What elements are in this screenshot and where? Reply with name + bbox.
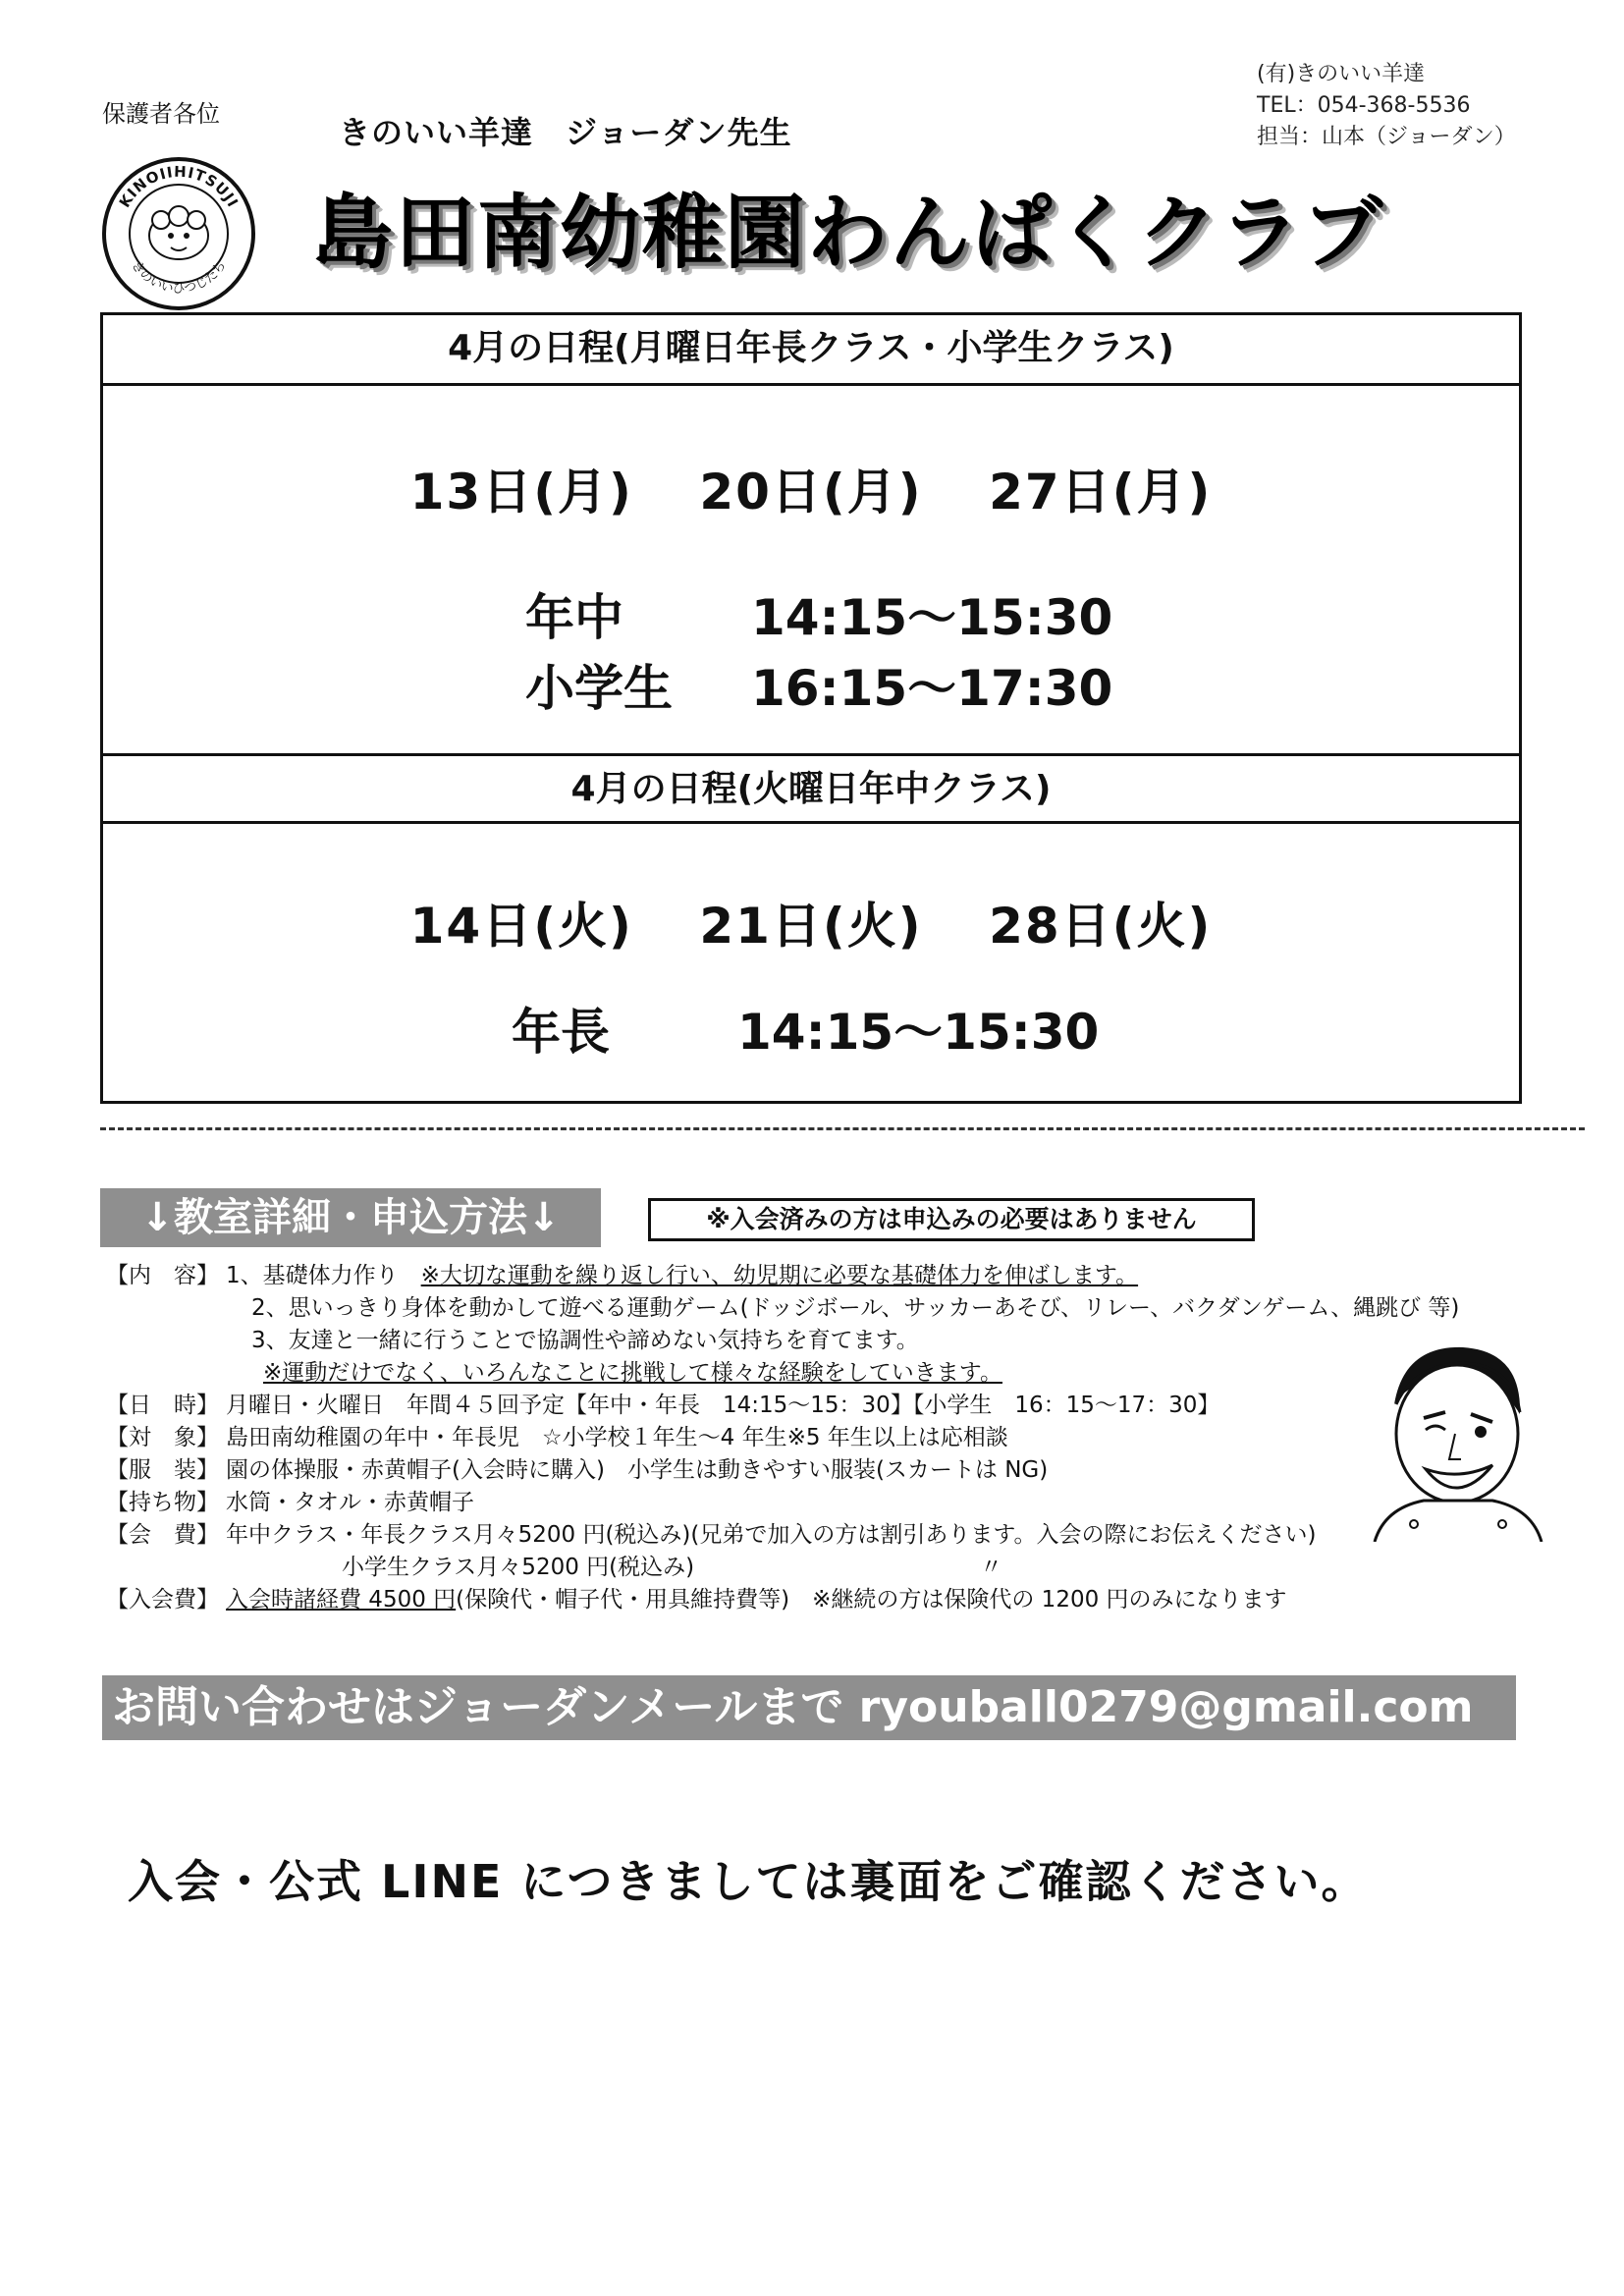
ditto-mark: 〃 — [980, 1555, 1002, 1580]
main-title: 島田南幼稚園わんぱくクラブ — [312, 187, 1385, 280]
detail-key: 【会 費】 — [106, 1522, 219, 1548]
date-item: 28日(火) — [989, 898, 1213, 955]
details-list — [106, 1260, 1459, 1616]
company-info — [1257, 59, 1516, 153]
date-item: 14日(火) — [409, 898, 633, 955]
detail-key: 【持ち物】 — [106, 1490, 219, 1515]
content-note: ※大切な運動を繰り返し行い、幼児期に必要な基礎体力を伸ばします。 — [420, 1263, 1139, 1288]
content-note: ※運動だけでなく、いろんなことに挑戦して様々な経験をしていきます。 — [263, 1360, 1002, 1386]
date-item: 20日(月) — [699, 464, 923, 520]
cut-line — [100, 1127, 1585, 1130]
detail-key: 【対 象】 — [106, 1425, 219, 1450]
sheep-logo — [100, 155, 257, 312]
content-note-line — [106, 1357, 1459, 1390]
company-phone: TEL：054-368-5536 — [1257, 93, 1471, 118]
schedule-header-tuesday: 4月の日程(火曜日年中クラス) — [103, 753, 1519, 824]
addressee: 保護者各位 — [102, 100, 220, 128]
detail-fee — [106, 1519, 1459, 1552]
detail-target — [106, 1422, 1459, 1454]
company-name: (有)きのいい羊達 — [1257, 62, 1426, 86]
time-row — [512, 993, 1099, 1064]
content-item: 2、思いっきり身体を動かして遊べる運動ゲーム(ドッジボール、サッカーあそび、リレー、バクダンゲーム、縄跳び 等) — [251, 1295, 1460, 1321]
teacher-cartoon — [1355, 1336, 1551, 1542]
detail-value: 島田南幼稚園の年中・年長児 ☆小学校１年生〜4 年生※5 年生以上は応相談 — [226, 1425, 1008, 1450]
detail-key: 【内 容】 — [106, 1263, 219, 1288]
detail-content — [106, 1260, 1459, 1292]
logo-top-text: KINOIIHITSUJI — [115, 162, 243, 211]
detail-value: 月曜日・火曜日 年間４５回予定【年中・年長 14:15〜15：30】【小学生 16：15〜17：30】 — [226, 1393, 1220, 1418]
detail-value: (保険代・帽子代・用具維持費等) ※継続の方は保険代の 1200 円のみになります — [456, 1587, 1287, 1613]
tuesday-dates — [103, 887, 1519, 957]
notice-box: ※入会済みの方は申込みの必要はありません — [648, 1198, 1255, 1241]
detail-value: 小学生クラス月々5200 円(税込み) — [342, 1555, 695, 1580]
detail-fee-2 — [106, 1552, 1459, 1584]
class-time: 14:15〜15:30 — [751, 589, 1113, 646]
date-item: 27日(月) — [989, 464, 1213, 520]
time-row — [525, 578, 1112, 649]
inquiry-banner: お問い合わせはジョーダンメールまで ryouball0279@gmail.com — [102, 1675, 1516, 1740]
details-header: ↓教室詳細・申込方法↓ — [100, 1188, 601, 1247]
schedule-box — [100, 312, 1522, 1104]
content-item: 3、友達と一緒に行うことで協調性や諦めない気持ちを育てます。 — [251, 1328, 919, 1353]
class-label: 年長 — [512, 1004, 610, 1061]
detail-datetime — [106, 1390, 1459, 1422]
detail-value: 園の体操服・赤黄帽子(入会時に購入) 小学生は動きやすい服装(スカートは NG) — [226, 1457, 1049, 1483]
detail-clothes — [106, 1454, 1459, 1487]
class-label: 小学生 — [525, 660, 673, 717]
detail-entry-fee — [106, 1584, 1459, 1616]
detail-key: 【服 装】 — [106, 1457, 219, 1483]
entry-fee-amount: 入会時諸経費 4500 円 — [226, 1587, 457, 1613]
detail-key: 【入会費】 — [106, 1587, 219, 1613]
detail-value: 年中クラス・年長クラス月々5200 円(税込み)(兄弟で加入の方は割引あります。入会の際にお伝えください) — [226, 1522, 1317, 1548]
schedule-header-monday: 4月の日程(月曜日年長クラス・小学生クラス) — [103, 315, 1519, 386]
subtitle: きのいい羊達 ジョーダン先生 — [339, 114, 792, 151]
date-item: 13日(月) — [409, 464, 633, 520]
class-label: 年中 — [525, 589, 623, 646]
company-contact: 担当：山本（ジョーダン） — [1257, 125, 1516, 149]
footer-note: 入会・公式 LINE につきましては裏面をご確認ください。 — [128, 1855, 1369, 1908]
monday-dates — [103, 453, 1519, 523]
content-item: 1、基礎体力作り — [226, 1263, 421, 1288]
time-row — [525, 649, 1112, 720]
detail-key: 【日 時】 — [106, 1393, 219, 1418]
logo-bottom-text: きのいいひつじたち — [128, 258, 230, 297]
class-time: 16:15〜17:30 — [751, 660, 1113, 717]
detail-items — [106, 1487, 1459, 1519]
detail-value: 水筒・タオル・赤黄帽子 — [226, 1490, 474, 1515]
class-time: 14:15〜15:30 — [737, 1004, 1100, 1061]
date-item: 21日(火) — [699, 898, 923, 955]
